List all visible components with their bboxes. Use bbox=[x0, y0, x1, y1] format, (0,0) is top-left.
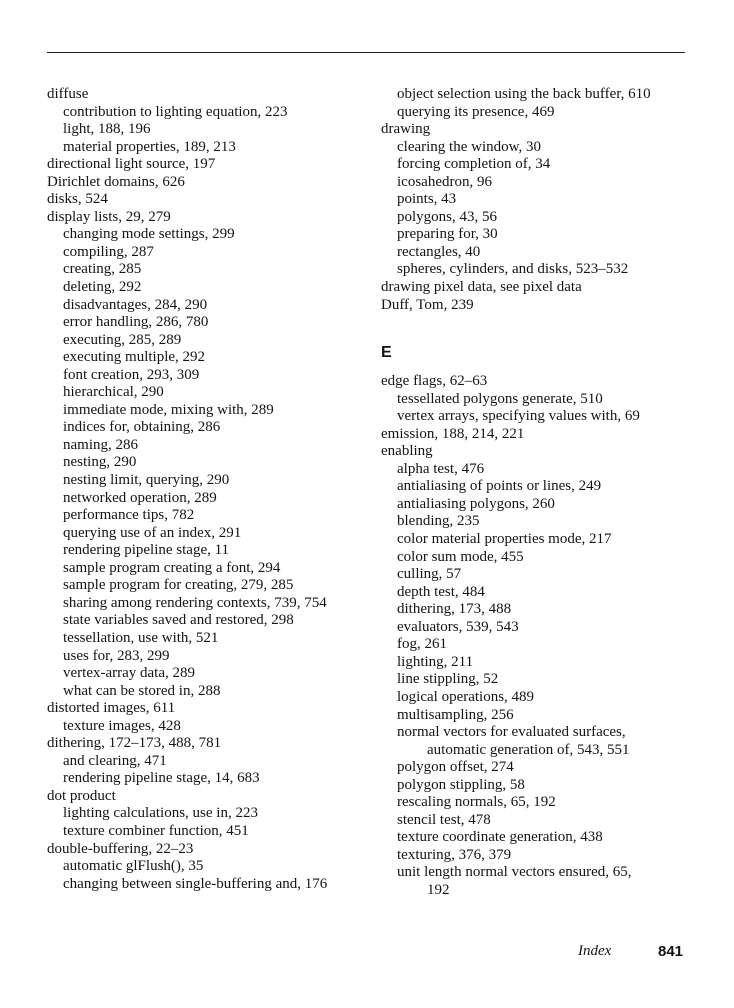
index-subentry: preparing for, 30 bbox=[397, 226, 498, 243]
index-entry: drawing pixel data, see pixel data bbox=[381, 279, 582, 296]
index-subentry: querying use of an index, 291 bbox=[63, 524, 242, 541]
index-subentry: antialiasing polygons, 260 bbox=[397, 495, 555, 512]
index-subentry: polygon offset, 274 bbox=[397, 759, 514, 776]
index-entry: drawing bbox=[381, 121, 431, 138]
index-subentry: blending, 235 bbox=[397, 513, 480, 530]
index-subentry: nesting limit, querying, 290 bbox=[63, 472, 230, 489]
index-subentry: material properties, 189, 213 bbox=[63, 138, 236, 155]
index-subentry: tessellation, use with, 521 bbox=[63, 629, 219, 646]
index-column-right bbox=[381, 86, 701, 900]
index-subentry: antialiasing of points or lines, 249 bbox=[397, 478, 602, 495]
index-subentry: texture coordinate generation, 438 bbox=[397, 829, 603, 846]
index-subentry: rendering pipeline stage, 14, 683 bbox=[63, 770, 260, 787]
index-subentry: color material properties mode, 217 bbox=[397, 531, 612, 548]
index-subentry: normal vectors for evaluated surfaces, bbox=[397, 724, 626, 741]
index-entry: diffuse bbox=[47, 86, 89, 102]
index-subentry: vertex-array data, 289 bbox=[63, 665, 196, 682]
index-subentry: automatic glFlush(), 35 bbox=[63, 858, 204, 875]
index-subentry: icosahedron, 96 bbox=[397, 173, 492, 190]
index-subentry: clearing the window, 30 bbox=[397, 138, 541, 155]
index-subentry: polygon stippling, 58 bbox=[397, 776, 525, 793]
index-subentry: immediate mode, mixing with, 289 bbox=[63, 401, 274, 418]
index-subentry: object selection using the back buffer, 610 bbox=[397, 86, 651, 102]
index-subentry: compiling, 287 bbox=[63, 243, 154, 260]
footer-section-label: Index bbox=[578, 943, 612, 959]
index-subentry: lighting calculations, use in, 223 bbox=[63, 805, 258, 822]
index-subentry: executing multiple, 292 bbox=[63, 349, 206, 366]
index-entry: Dirichlet domains, 626 bbox=[47, 173, 185, 190]
index-subentry: depth test, 484 bbox=[397, 583, 485, 600]
index-subentry: texture images, 428 bbox=[63, 717, 181, 734]
index-subentry: indices for, obtaining, 286 bbox=[63, 419, 221, 436]
index-subentry: sharing among rendering contexts, 739, 754 bbox=[63, 594, 327, 611]
index-entry: emission, 188, 214, 221 bbox=[381, 425, 525, 442]
index-subentry: texture combiner function, 451 bbox=[63, 822, 249, 839]
index-subentry: unit length normal vectors ensured, 65, bbox=[397, 864, 632, 881]
index-subentry: error handling, 286, 780 bbox=[63, 314, 209, 331]
index-subentry: light, 188, 196 bbox=[63, 121, 151, 138]
index-subentry: naming, 286 bbox=[63, 436, 138, 453]
index-entries-e bbox=[381, 373, 701, 899]
index-subentry: contribution to lighting equation, 223 bbox=[63, 103, 288, 120]
index-subentry: rescaling normals, 65, 192 bbox=[397, 794, 556, 811]
index-subentry: spheres, cylinders, and disks, 523–532 bbox=[397, 261, 629, 278]
index-subentry: fog, 261 bbox=[397, 636, 447, 653]
index-entry: directional light source, 197 bbox=[47, 156, 216, 173]
index-subentry: logical operations, 489 bbox=[397, 688, 535, 705]
index-entry: double-buffering, 22–23 bbox=[47, 840, 194, 857]
index-subentry: rectangles, 40 bbox=[397, 243, 481, 260]
index-entry: display lists, 29, 279 bbox=[47, 208, 171, 225]
index-entry: distorted images, 611 bbox=[47, 700, 176, 717]
index-subentry: sample program for creating, 279, 285 bbox=[63, 577, 294, 594]
index-entry: dot product bbox=[47, 787, 116, 804]
index-column-left bbox=[47, 86, 377, 893]
index-subentry: dithering, 173, 488 bbox=[397, 601, 512, 618]
index-entry: enabling bbox=[381, 443, 433, 460]
index-subentry: what can be stored in, 288 bbox=[63, 682, 221, 699]
index-subentry: tessellated polygons generate, 510 bbox=[397, 390, 603, 407]
index-entries-d-continued bbox=[381, 86, 701, 314]
index-subentry: changing mode settings, 299 bbox=[63, 226, 235, 243]
index-subentry: executing, 285, 289 bbox=[63, 331, 182, 348]
index-entry: edge flags, 62–63 bbox=[381, 373, 488, 390]
index-subentry: font creation, 293, 309 bbox=[63, 366, 200, 383]
index-subentry: creating, 285 bbox=[63, 261, 142, 278]
index-subentry: disadvantages, 284, 290 bbox=[63, 296, 208, 313]
index-subentry: sample program creating a font, 294 bbox=[63, 559, 281, 576]
index-subentry: vertex arrays, specifying values with, 69 bbox=[397, 408, 640, 425]
section-letter-heading: E bbox=[381, 344, 392, 362]
index-subentry: forcing completion of, 34 bbox=[397, 156, 551, 173]
index-subentry: changing between single-buffering and, 176 bbox=[63, 875, 328, 892]
index-subentry: evaluators, 539, 543 bbox=[397, 618, 519, 635]
page-number: 841 bbox=[658, 943, 684, 960]
index-entry: dithering, 172–173, 488, 781 bbox=[47, 735, 222, 752]
index-subentry: nesting, 290 bbox=[63, 454, 137, 471]
index-subentry: 192 bbox=[427, 881, 450, 898]
index-subentry: performance tips, 782 bbox=[63, 507, 195, 524]
index-subentry: lighting, 211 bbox=[397, 653, 474, 670]
index-subentry: alpha test, 476 bbox=[397, 460, 485, 477]
index-subentry: line stippling, 52 bbox=[397, 671, 499, 688]
index-subentry: stencil test, 478 bbox=[397, 811, 491, 828]
index-subentry: uses for, 283, 299 bbox=[63, 647, 170, 664]
index-subentry: rendering pipeline stage, 11 bbox=[63, 542, 230, 559]
index-subentry: points, 43 bbox=[397, 191, 457, 208]
index-subentry: color sum mode, 455 bbox=[397, 548, 524, 565]
index-subentry: deleting, 292 bbox=[63, 279, 142, 296]
top-rule bbox=[47, 52, 685, 53]
index-subentry: texturing, 376, 379 bbox=[397, 846, 512, 863]
index-subentry: polygons, 43, 56 bbox=[397, 208, 498, 225]
index-subentry: querying its presence, 469 bbox=[397, 103, 555, 120]
index-subentry: culling, 57 bbox=[397, 566, 462, 583]
index-subentry: hierarchical, 290 bbox=[63, 384, 164, 401]
index-subentry: and clearing, 471 bbox=[63, 752, 167, 769]
index-subentry: state variables saved and restored, 298 bbox=[63, 612, 294, 629]
index-subentry: multisampling, 256 bbox=[397, 706, 514, 723]
index-subentry: automatic generation of, 543, 551 bbox=[427, 741, 630, 758]
index-entry: disks, 524 bbox=[47, 191, 108, 208]
index-subentry: networked operation, 289 bbox=[63, 489, 217, 506]
index-entry: Duff, Tom, 239 bbox=[381, 296, 474, 313]
